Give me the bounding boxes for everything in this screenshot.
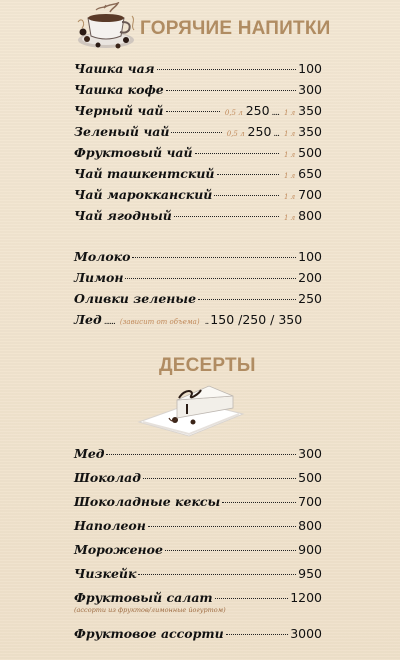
item-price-small: 250: [245, 103, 270, 118]
dot-leader: [214, 195, 279, 196]
item-price: 250: [298, 291, 322, 306]
item-name: Фруктовое ассорти: [74, 626, 224, 641]
item-name: Зеленый чай: [74, 124, 170, 139]
item-name: Фруктовый чай: [74, 145, 193, 160]
dot-leader: [174, 216, 279, 217]
item-price-small: 250: [247, 124, 272, 139]
dot-leader: [157, 69, 297, 70]
item-price: 800: [298, 208, 322, 223]
item-name: Лед: [74, 312, 102, 327]
item-name: Шоколадные кексы: [74, 494, 221, 509]
menu-item: [74, 124, 322, 140]
desserts-title: ДЕСЕРТЫ: [159, 355, 256, 376]
item-price: 700: [298, 494, 322, 509]
volume-large: 1 л: [284, 193, 296, 201]
item-name: Фруктовый салат: [74, 590, 213, 605]
item-price: 200: [298, 270, 322, 285]
menu-item: [74, 494, 322, 510]
item-price: 1200: [290, 590, 322, 605]
dot-leader: [132, 257, 296, 258]
menu-item: [74, 291, 322, 307]
item-price: 350: [298, 103, 322, 118]
item-name: Чай марокканский: [74, 187, 213, 202]
item-price: 300: [298, 82, 322, 97]
dot-leader: [166, 90, 296, 91]
item-name: Чашка кофе: [74, 82, 164, 97]
item-name: Молоко: [74, 249, 131, 264]
item-name: Мороженое: [74, 542, 163, 557]
menu-item: [74, 542, 322, 558]
item-price: 900: [298, 542, 322, 557]
volume-small: 0,5 л: [224, 109, 243, 117]
item-price: 700: [298, 187, 322, 202]
item-price: 3000: [290, 626, 322, 641]
item-name: Чизкейк: [74, 566, 137, 581]
fruit-salad-note: (ассорти из фруктов/лимонные йогуртом): [74, 606, 226, 614]
item-price: 800: [298, 518, 322, 533]
item-price: 300: [298, 446, 322, 461]
item-note: (зависит от объема): [119, 318, 200, 326]
menu-item: [74, 103, 322, 119]
item-price: 350: [298, 124, 322, 139]
hot-drinks-title: ГОРЯЧИЕ НАПИТКИ: [140, 18, 331, 39]
item-name: Оливки зеленые: [74, 291, 197, 306]
item-price: 100: [298, 249, 322, 264]
dot-leader: [222, 502, 296, 503]
item-name: Мед: [74, 446, 105, 461]
dot-leader: [195, 153, 279, 154]
dot-leader: [217, 174, 279, 175]
item-name: Лимон: [74, 270, 124, 285]
coffee-cup-icon: [74, 2, 136, 50]
dot-separator: ....: [271, 108, 279, 118]
menu-item: [74, 249, 322, 265]
volume-large: 1 л: [284, 172, 296, 180]
menu-item: [74, 590, 322, 606]
volume-large: 1 л: [284, 109, 296, 117]
menu-item: [74, 208, 322, 224]
dot-leader: [143, 478, 296, 479]
item-price: 950: [298, 566, 322, 581]
dot-leader: [165, 550, 296, 551]
menu-item: [74, 166, 322, 182]
menu-item: [74, 626, 322, 642]
dot-leader: [166, 111, 220, 112]
menu-item: [74, 446, 322, 462]
volume-large: 1 л: [284, 130, 296, 138]
item-price: 100: [298, 61, 322, 76]
dot-leader: [215, 598, 289, 599]
menu-item: [74, 270, 322, 286]
dot-leader: [148, 526, 296, 527]
menu-item: [74, 566, 322, 582]
dot-leader: [226, 634, 289, 635]
item-price: 150 /250 / 350: [210, 312, 303, 327]
dot-leader: [138, 574, 296, 575]
item-name: Черный чай: [74, 103, 164, 118]
item-name: Наполеон: [74, 518, 146, 533]
dot-separator: ..: [204, 317, 209, 327]
menu-item: [74, 312, 322, 328]
item-price: 500: [298, 145, 322, 160]
cake-icon: [135, 378, 247, 438]
item-price: 650: [298, 166, 322, 181]
dot-separator: ......: [103, 317, 115, 327]
volume-large: 1 л: [284, 214, 296, 222]
dot-leader: [198, 299, 296, 300]
menu-item: [74, 518, 322, 534]
item-name: Чашка чая: [74, 61, 155, 76]
volume-small: 0,5 л: [226, 130, 245, 138]
menu-item: [74, 82, 322, 98]
dot-separator: ...: [273, 129, 279, 139]
menu-item: [74, 145, 322, 161]
menu-item: [74, 187, 322, 203]
dot-leader: [125, 278, 296, 279]
item-price: 500: [298, 470, 322, 485]
dot-leader: [106, 454, 296, 455]
item-name: Шоколад: [74, 470, 141, 485]
menu-item: [74, 470, 322, 486]
menu-item: [74, 61, 322, 77]
item-name: Чай ташкентский: [74, 166, 215, 181]
item-name: Чай ягодный: [74, 208, 172, 223]
dot-leader: [171, 132, 221, 133]
volume-large: 1 л: [284, 151, 296, 159]
